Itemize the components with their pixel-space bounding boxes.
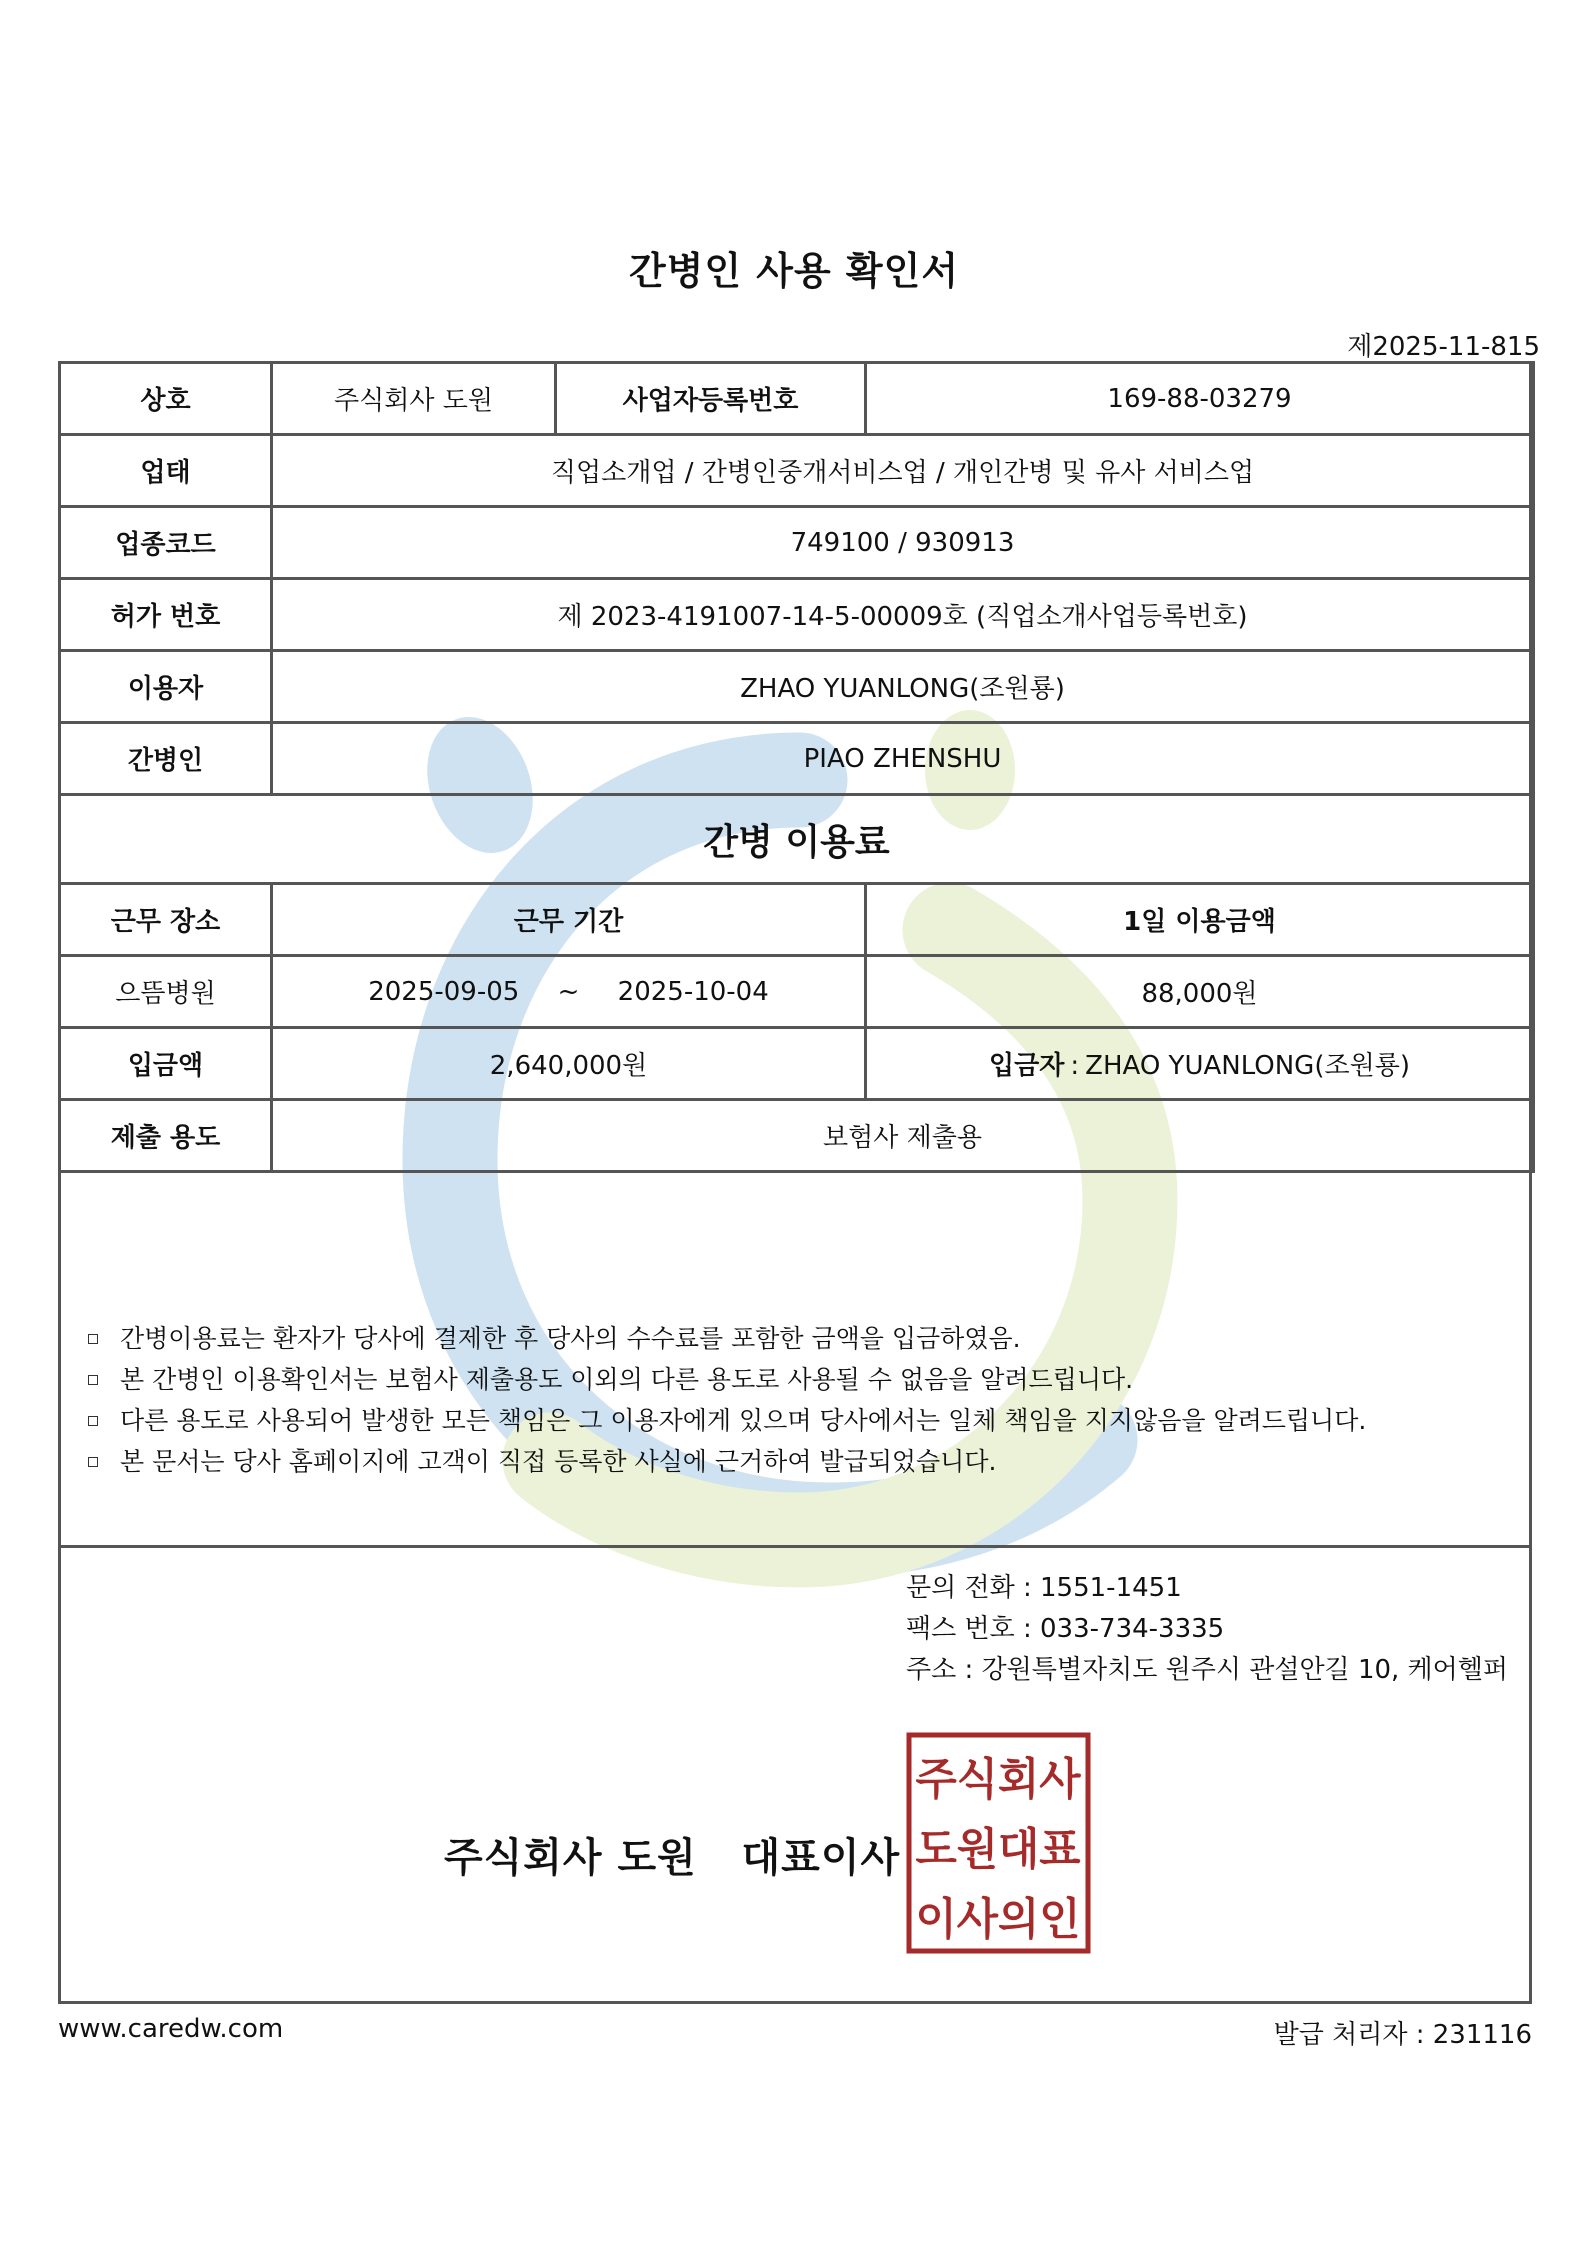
seal-line-2: 도원대표	[915, 1824, 1081, 1875]
seal-line-3: 이사의인	[915, 1894, 1081, 1945]
list-item: 본 간병인 이용확인서는 보험사 제출용도 이외의 다른 용도로 사용될 수 없음을 알려드립니다.	[88, 1359, 1366, 1400]
depositor-value: ZHAO YUANLONG(조원룡)	[1085, 1051, 1410, 1081]
depositor-colon: :	[1070, 1051, 1080, 1081]
seal-line-1: 주식회사	[915, 1754, 1082, 1805]
period-start: 2025-09-05	[368, 976, 520, 1007]
notice-list	[88, 1318, 1366, 1482]
square-bullet-icon	[88, 1375, 98, 1385]
square-bullet-icon	[88, 1334, 98, 1344]
user-value: ZHAO YUANLONG(조원룡)	[272, 651, 1534, 723]
table-row	[60, 651, 1534, 723]
website-link[interactable]: www.caredw.com	[58, 2014, 284, 2044]
table-row	[60, 435, 1534, 507]
section-divider	[58, 1545, 1532, 1548]
table-row	[60, 1100, 1534, 1172]
period-value	[272, 956, 866, 1028]
table-row	[60, 363, 1534, 435]
fee-section-title: 간병 이용료	[60, 795, 1534, 884]
period-end: 2025-10-04	[617, 976, 769, 1007]
table-row	[60, 507, 1534, 579]
purpose-label: 제출 용도	[60, 1100, 272, 1172]
document-title: 간병인 사용 확인서	[628, 249, 960, 293]
table-row	[60, 884, 1534, 956]
list-item: 본 문서는 당사 홈페이지에 고객이 직접 등록한 사실에 근거하여 발급되었습니다.	[88, 1441, 1366, 1482]
contact-fax: 팩스 번호 : 033-734-3335	[906, 1614, 1225, 1644]
depositor-cell	[866, 1028, 1534, 1100]
caregiver-label: 간병인	[60, 723, 272, 795]
deposit-label: 입금액	[60, 1028, 272, 1100]
period-label: 근무 기간	[272, 884, 866, 956]
square-bullet-icon	[88, 1457, 98, 1467]
document-number: 제2025-11-815	[1347, 332, 1540, 362]
table-row	[60, 723, 1534, 795]
period-separator: ~	[557, 976, 580, 1007]
license-value: 제 2023-4191007-14-5-00009호 (직업소개사업등록번호)	[272, 579, 1534, 651]
table-row	[60, 795, 1534, 884]
contact-info	[906, 1568, 1508, 1691]
user-label: 이용자	[60, 651, 272, 723]
reg-no-value: 169-88-03279	[866, 363, 1534, 435]
daily-amount-label: 1일 이용금액	[866, 884, 1534, 956]
business-type-value: 직업소개업 / 간병인중개서비스업 / 개인간병 및 유사 서비스업	[272, 435, 1534, 507]
license-label: 허가 번호	[60, 579, 272, 651]
company-representative: 주식회사 도원 대표이사	[444, 1835, 901, 1881]
issuer-info: 발급 처리자 : 231116	[1273, 2020, 1532, 2050]
deposit-value: 2,640,000원	[272, 1028, 866, 1100]
table-row	[60, 579, 1534, 651]
trade-name-value: 주식회사 도원	[272, 363, 556, 435]
contact-address: 주소 : 강원특별자치도 원주시 관설안길 10, 케어헬퍼	[906, 1655, 1509, 1685]
contact-phone: 문의 전화 : 1551-1451	[906, 1573, 1182, 1603]
industry-code-value: 749100 / 930913	[272, 507, 1534, 579]
company-seal-icon	[906, 1732, 1091, 1954]
depositor-label: 입금자	[989, 1051, 1065, 1081]
reg-no-label: 사업자등록번호	[556, 363, 866, 435]
daily-amount-value: 88,000원	[866, 956, 1534, 1028]
purpose-value: 보험사 제출용	[272, 1100, 1534, 1172]
workplace-label: 근무 장소	[60, 884, 272, 956]
business-type-label: 업태	[60, 435, 272, 507]
square-bullet-icon	[88, 1416, 98, 1426]
table-row	[60, 1028, 1534, 1100]
list-item: 간병이용료는 환자가 당사에 결제한 후 당사의 수수료를 포함한 금액을 입금하였음.	[88, 1318, 1366, 1359]
workplace-value: 으뜸병원	[60, 956, 272, 1028]
list-item: 다른 용도로 사용되어 발생한 모든 책임은 그 이용자에게 있으며 당사에서는 일체 책임을 지지않음을 알려드립니다.	[88, 1400, 1366, 1441]
table-row	[60, 956, 1534, 1028]
industry-code-label: 업종코드	[60, 507, 272, 579]
trade-name-label: 상호	[60, 363, 272, 435]
info-table	[58, 361, 1535, 1173]
caregiver-value: PIAO ZHENSHU	[272, 723, 1534, 795]
